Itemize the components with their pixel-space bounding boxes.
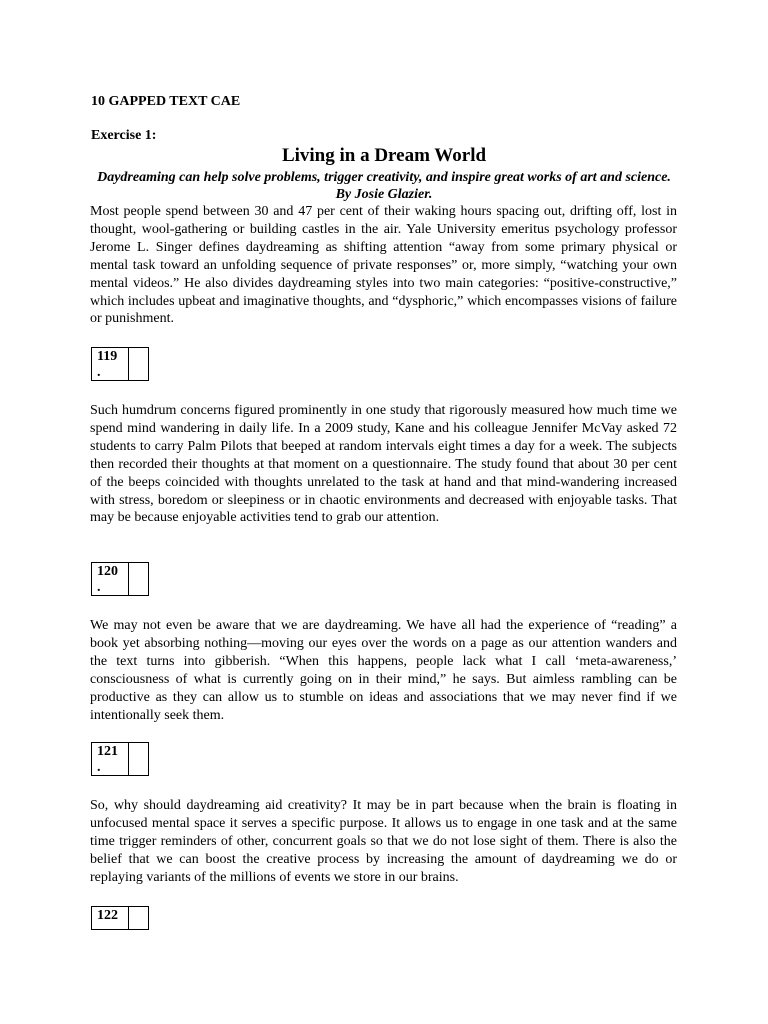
paragraph-1: Most people spend between 30 and 47 per cent of their waking hours spacing out, drifting off, lost in thought, wool-gathering or building castles in the air. Yale University emeritus psychology professor Jerome L. Singer defines daydreaming as shifting attention “away from some primary physical or mental task toward an unfolding sequence of private responses” or, more simply, “watching your own mental videos.” He also divides daydreaming styles into two main categories: “positive-constructive,” which includes upbeat and imaginative thoughts, and “dysphoric,” which encompasses visions of failure or punishment. — [90, 204, 677, 327]
gap-number: 120 . — [91, 562, 129, 596]
gap-number: 122 — [91, 906, 129, 930]
gap-answer-field[interactable] — [129, 347, 149, 381]
article-subtitle: Daydreaming can help solve problems, trigger creativity, and inspire great works of art and science. By Josie Glazier. — [97, 170, 671, 202]
gap-box-121[interactable] — [91, 742, 149, 776]
gap-answer-field[interactable] — [129, 742, 149, 776]
article-title: Living in a Dream World — [281, 145, 487, 166]
gap-box-120[interactable] — [91, 562, 149, 596]
gap-box-122[interactable] — [91, 906, 149, 930]
gap-box-119[interactable] — [91, 347, 149, 381]
gap-number: 121 . — [91, 742, 129, 776]
exercise-label: Exercise 1: — [91, 128, 157, 143]
paragraph-3: We may not even be aware that we are daydreaming. We have all had the experience of “reading” a book yet absorbing nothing—moving our eyes over the words on a page as our attention wanders and the text turns into gibberish. “When this happens, people lack what I call ‘meta-awareness,’ consciousness of what is currently going on in their mind,” he says. But aimless rambling can be productive as they can allow us to stumble on ideas and associations that we may never find if we intentionally seek them. — [90, 618, 677, 723]
gap-answer-field[interactable] — [129, 906, 149, 930]
gap-number: 119 . — [91, 347, 129, 381]
document-heading: 10 GAPPED TEXT CAE — [91, 94, 241, 109]
paragraph-4: So, why should daydreaming aid creativity? It may be in part because when the brain is floating in unfocused mental space it serves a specific purpose. It allows us to engage in one task and at the same time trigger reminders of other, concurrent goals so that we do not lose sight of them. There is also the belief that we can boost the creative process by increasing the amount of daydreaming we do or replaying variants of the millions of events we store in our brains. — [90, 798, 677, 885]
paragraph-2: Such humdrum concerns figured prominently in one study that rigorously measured how much time we spend mind wandering in daily life. In a 2009 study, Kane and his colleague Jennifer McVay asked 72 students to carry Palm Pilots that beeped at random intervals eight times a day for a week. The subjects then recorded their thoughts at that moment on a questionnaire. The study found that about 30 per cent of the beeps coincided with thoughts unrelated to the task at hand and that mind-wandering increased with stress, boredom or sleepiness or in chaotic environments and decreased with enjoyable tasks. That may be because enjoyable activities tend to grab our attention. — [90, 403, 677, 526]
gap-answer-field[interactable] — [129, 562, 149, 596]
